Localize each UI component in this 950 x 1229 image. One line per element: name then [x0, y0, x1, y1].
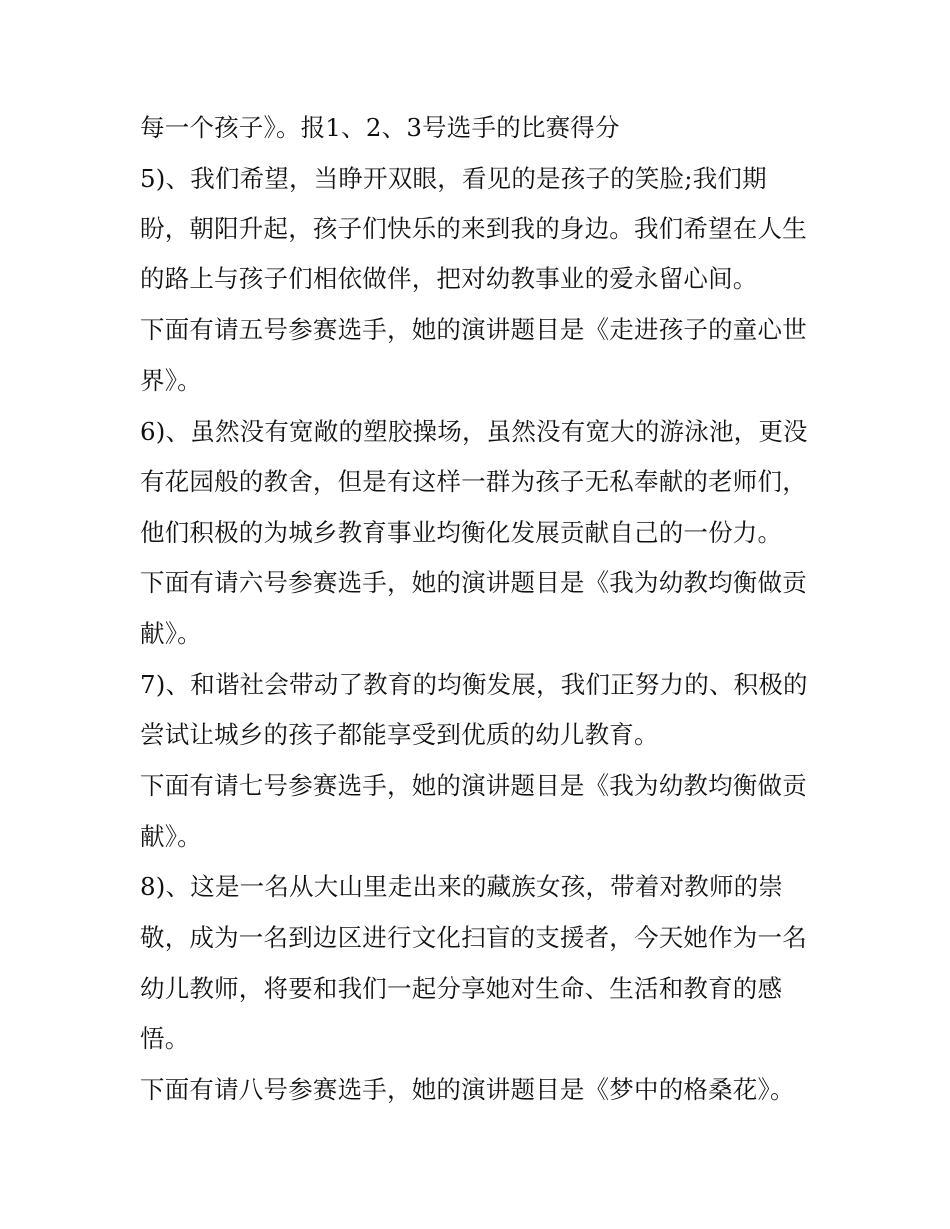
- text-line: 有花园般的教舍，但是有这样一群为孩子无私奉献的老师们，: [140, 467, 807, 496]
- text-line: 尝试让城乡的孩子都能享受到优质的幼儿教育。: [140, 720, 659, 749]
- text-line: 的路上与孩子们相依做伴，把对幼教事业的爱永留心间。: [140, 264, 758, 293]
- text-line: 献》。: [140, 619, 202, 648]
- text-line: 8)、这是一名从大山里走出来的藏族女孩，带着对教师的崇: [140, 872, 784, 901]
- text-line: 献》。: [140, 822, 202, 851]
- text-line: 下面有请八号参赛选手，她的演讲题目是《梦中的格桑花》。: [140, 1075, 795, 1104]
- text-line: 悟。: [140, 1024, 190, 1053]
- text-line: 盼，朝阳升起，孩子们快乐的来到我的身边。我们希望在人生: [140, 214, 807, 243]
- text-line: 幼儿教师，将要和我们一起分享她对生命、生活和教育的感: [140, 974, 783, 1003]
- text-line: 每一个孩子》。报1、2、3号选手的比赛得分: [140, 113, 620, 142]
- text-line: 界》。: [140, 366, 202, 395]
- text-line: 下面有请五号参赛选手，她的演讲题目是《走进孩子的童心世: [140, 315, 807, 344]
- text-line: 7)、和谐社会带动了教育的均衡发展，我们正努力的、积极的: [140, 670, 808, 699]
- text-line: 6)、虽然没有宽敞的塑胶操场，虽然没有宽大的游泳池，更没: [140, 417, 808, 446]
- text-line: 下面有请六号参赛选手，她的演讲题目是《我为幼教均衡做贡: [140, 568, 807, 597]
- text-line: 下面有请七号参赛选手，她的演讲题目是《我为幼教均衡做贡: [140, 771, 807, 800]
- text-line: 5)、我们希望，当睁开双眼，看见的是孩子的笑脸;我们期: [140, 164, 767, 193]
- text-line: 敬，成为一名到边区进行文化扫盲的支援者，今天她作为一名: [140, 923, 807, 952]
- text-line: 他们积极的为城乡教育事业均衡化发展贡献自己的一份力。: [140, 518, 783, 547]
